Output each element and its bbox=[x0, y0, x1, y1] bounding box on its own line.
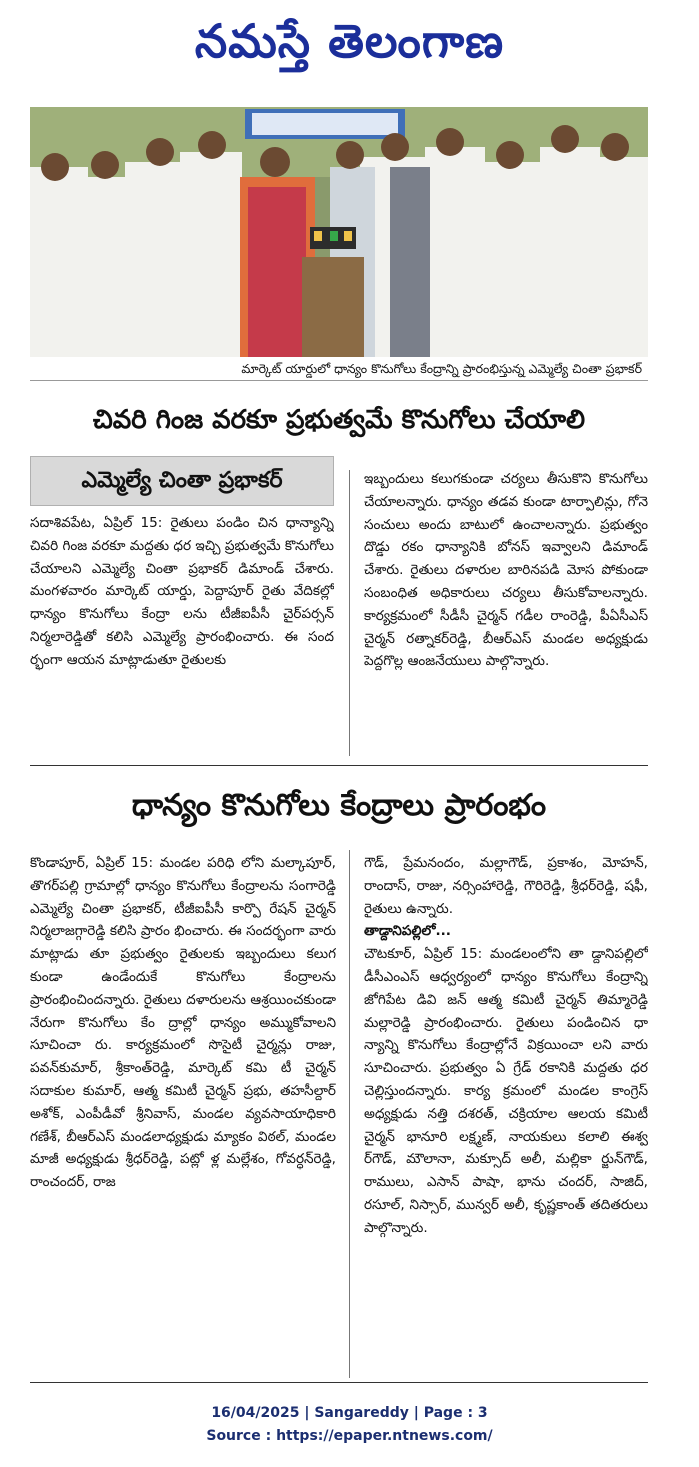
article-2-headline: ధాన్యం కొనుగోలు కేంద్రాలు ప్రారంభం bbox=[131, 788, 547, 823]
footer-date-edition: 16/04/2025 | Sangareddy | Page : 3 bbox=[211, 1405, 488, 1421]
article-1-paragraph-2: ఇబ్బందులు కలుగకుండా చర్యలు తీసుకొని కొనుగోలు చేయాలన్నారు. ధాన్యం తడవ కుండా టార్పాలిన్లు, గోనె సంచులు అందు బాటులో ఉంచాలన్నారు. ప్రభుత్వం దొడ్డు రకం ధాన్యానికి బోనస్ ఇవ్వాలని డిమాండ్ చేశారు. రైతులు దళారుల బారినపడి మోస పోకుండా సంబంధిత అధికారులు చర్యలు తీసుకోవాలన్నారు. కార్యక్రమంలో సీడీసీ చైర్మన్ గడీల రాంరెడ్డి, పీఏసీఎస్ చైర్మన్ రత్నాకర్‌రెడ్డి, బీఆర్‌ఎస్ మండల అధ్యక్షుడు పెద్దగొల్ల ఆంజనేయులు పాల్గొన్నారు. bbox=[364, 471, 648, 670]
photo-caption: మార్కెట్ యార్డులో ధాన్యం కొనుగోలు కేంద్రాన్ని ప్రారంభిస్తున్న ఎమ్మెల్యే చింతా ప్రభాకర్ bbox=[30, 357, 648, 381]
article-2-subhead: తాడ్దానిపల్లిలో... bbox=[364, 923, 451, 940]
article-1-headline: చివరి గింజ వరకూ ప్రభుత్వమే కొనుగోలు చేయాలి bbox=[92, 405, 586, 435]
footer-source-link[interactable]: Source : https://epaper.ntnews.com/ bbox=[206, 1428, 493, 1444]
column-divider bbox=[349, 850, 350, 1378]
page-bottom-divider bbox=[30, 1382, 648, 1383]
column-divider bbox=[349, 470, 350, 756]
article-divider bbox=[30, 765, 648, 766]
article-2-column-1 bbox=[30, 852, 336, 1380]
article-1-column-1 bbox=[30, 512, 334, 748]
article-1-paragraph-1: సదాశివపేట, ఏప్రిల్ 15: రైతులు పండిం చిన ధాన్యాన్ని చివరి గింజ వరకూ మద్దతు ధర ఇచ్చి ప్రభుత్వమే కొనుగోలు చేయాలని ఎమ్మెల్యే చింతా ప్రభాకర్ డిమాండ్ చేశారు. మంగళవారం మార్కెట్ యార్డు, పెద్దాపూర్ రైతు వేదికల్లో ధాన్యం కొనుగోలు కేంద్రా లను టీజీఐపీసీ చైర్‌పర్సన్ నిర్మలారెడ్డితో కలిసి ఎమ్మెల్యే ప్రారంభించారు. ఈ సంద ర్భంగా ఆయన మాట్లాడుతూ రైతులకు bbox=[30, 515, 334, 668]
news-photo bbox=[30, 107, 648, 357]
article-2-paragraph-1: కొండాపూర్, ఏప్రిల్ 15: మండల పరిధి లోని మల్కాపూర్, తొగర్‌పల్లి గ్రామాల్లో ధాన్యం కొనుగోలు కేంద్రాలను సంగారెడ్డి ఎమ్మెల్యే చింతా ప్రభాకర్, టీజీఐపీసీ కార్పొ రేషన్ చైర్మన్ నిర్మలాజగ్గారెడ్డి కలిసి ప్రారం భించారు. ఈ సందర్భంగా వారు మాట్లాడు తూ ప్రభుత్వం రైతులకు ఇబ్బందులు కలుగ కుండా ఉండేందుకే కొనుగోలు కేంద్రాలను ప్రారంభించిందన్నారు. రైతులు దళారులను ఆశ్రయించకుండా నేరుగా కొనుగోలు కేం ద్రాల్లో ధాన్యం అమ్ముకోవాలని సూచించా రు. కార్యక్రమంలో సొసైటీ చైర్మన్లు రాజు, పవన్‌కుమార్, శ్రీకాంత్‌రెడ్డి, మార్కెట్ కమి టీ చైర్మన్ సదాకుల కుమార్, ఆత్మ కమిటీ చైర్మన్ ప్రభు, తహసీల్దార్ అశోక్, ఎంపీడీవో శ్రీనివాస్, మండల వ్యవసాయాధికారి గణేశ్, బీఆర్‌ఎస్ మండలాధ్యక్షుడు మ్యాకం విఠల్, మండల మాజీ అధ్యక్షుడు శ్రీధర్‌రెడ్డి, పట్లో ళ్ల మల్లేశం, గోవర్ధన్‌రెడ్డి, రాంచందర్, రాజ bbox=[30, 855, 336, 1191]
article-2-column-2 bbox=[364, 852, 648, 1380]
article-1-byline: ఎమ్మెల్యే చింతా ప్రభాకర్ bbox=[30, 456, 334, 506]
newspaper-masthead: నమస్తే తెలంగాణ bbox=[194, 14, 505, 68]
article-2-paragraph-2: గౌడ్, ప్రేమనందం, మల్లాగౌడ్, ప్రకాశం, మోహన్, రాందాస్, రాజు, నర్సింహారెడ్డి, గౌరిరెడ్డి, శ్రీధర్‌రెడ్డి, షఫీ, రైతులు ఉన్నారు. bbox=[364, 855, 648, 917]
article-2-paragraph-3: చౌటకూర్, ఏప్రిల్ 15: మండలంలోని తా డ్దానిపల్లిలో డీసీఎంఎస్ ఆధ్వర్యంలో ధాన్యం కొనుగోలు కేంద్రాన్ని జోగిపేట డివి జన్ ఆత్మ కమిటీ చైర్మన్ తిమ్మారెడ్డి మల్లారెడ్డి ప్రారంభించారు. రైతులు పండించిన ధా న్యాన్ని కొనుగోలు కేంద్రాల్లోనే విక్రయించా లని వారు సూచించారు. ప్రభుత్వం ఏ గ్రేడ్ రకానికి మద్దతు ధర చెల్లిస్తుందన్నారు. కార్య క్రమంలో మండల కాంగ్రెస్ అధ్యక్షుడు నత్తి దశరత్, చక్రియాల ఆలయ కమిటీ చైర్మన్ భానూరి లక్ష్మణ్, నాయకులు కలాలి ఈశ్వ ర్‌గౌడ్, మౌలానా, మక్సూద్ అలీ, మల్లికా ర్జున్‌గౌడ్, రాములు, ఎసాన్ పాషా, భాను చందర్, సాజిద్, రసూల్, నిస్సార్, మున్వర్ అలీ, కృష్ణకాంత్ తదితరులు పాల్గొన్నారు. bbox=[364, 946, 648, 1236]
article-1-column-2 bbox=[364, 468, 648, 758]
